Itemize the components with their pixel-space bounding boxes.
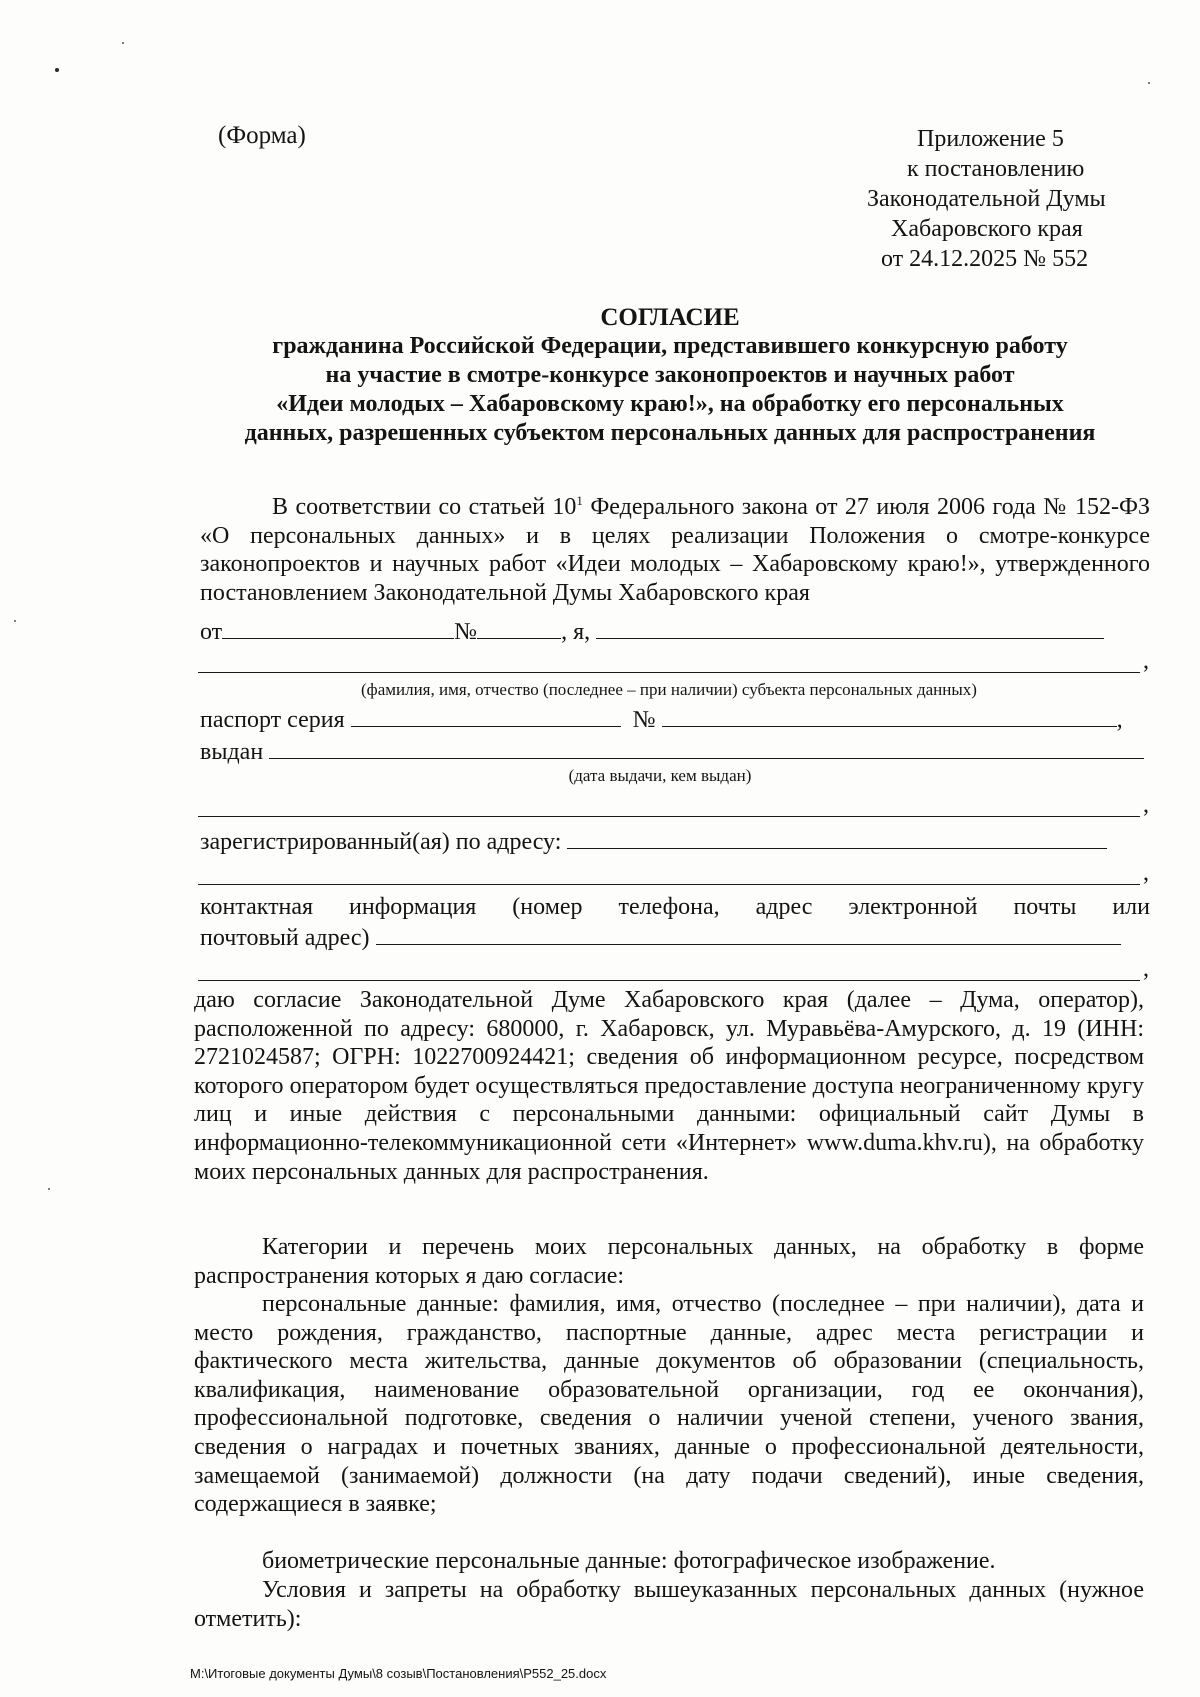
address-field[interactable] xyxy=(567,826,1107,849)
from-label: от xyxy=(200,619,223,645)
comma: , xyxy=(1116,707,1123,733)
i-label: , я, xyxy=(561,619,591,645)
contact-line xyxy=(200,922,1155,952)
passport-number-field[interactable] xyxy=(662,704,1117,727)
consent-paragraph: даю согласие Законодательной Думе Хабаровского края (далее – Дума, оператор), расположенной по адресу: 680000, г. Хабаровск, ул. Муравьёва-Амурского, д. 19 (ИНН: 2721024587; ОГРН: 1022700924421; сведения об информационном ресурсе, посредством которого оператором будет осуществляться предоставление доступа неограниченному кругу лиц и иные действия с персональными данными: официальный сайт Думы в информационно-телекоммуникационной сети «Интернет» www.duma.khv.ru), на обработку моих персональных данных для распространения. xyxy=(194,987,1144,1185)
number-label: № xyxy=(454,619,478,645)
conditions-paragraph: Условия и запреты на обработку вышеуказанных персональных данных (нужное отметить): xyxy=(194,1577,1144,1632)
address-field-continued[interactable] xyxy=(198,862,1140,885)
comma: , xyxy=(1143,648,1149,674)
resolution-number-field[interactable] xyxy=(477,616,561,639)
scan-speck xyxy=(122,42,124,44)
appendix-line: Приложение 5 xyxy=(917,126,1064,152)
resolution-line xyxy=(200,616,1155,646)
title-line: данных, разрешенных субъектом персональных данных для распространения xyxy=(244,420,1096,446)
appendix-line: от 24.12.2025 № 552 xyxy=(881,246,1089,272)
fio-hint: (фамилия, имя, отчество (последнее – при наличии) субъекта персональных данных) xyxy=(361,680,977,699)
appendix-line: Законодательной Думы xyxy=(867,186,1106,212)
comma: , xyxy=(1143,956,1149,982)
comma: , xyxy=(1143,860,1149,886)
scan-speck xyxy=(14,620,16,622)
title-line: «Идеи молодых – Хабаровскому краю!», на обработку его персональных xyxy=(276,391,1064,417)
scan-speck xyxy=(48,1188,50,1190)
form-label: (Форма) xyxy=(218,122,306,149)
issued-line xyxy=(200,736,1155,766)
fio-field[interactable] xyxy=(198,650,1140,673)
issued-hint: (дата выдачи, кем выдан) xyxy=(568,766,752,785)
address-line xyxy=(200,826,1155,856)
title-line: гражданина Российской Федерации, представившего конкурсную работу xyxy=(272,333,1068,359)
appendix-line: к постановлению xyxy=(907,156,1085,182)
document-title xyxy=(190,303,1150,448)
title-main: СОГЛАСИЕ xyxy=(600,304,740,331)
issued-field-continued[interactable] xyxy=(198,794,1140,817)
contact-label: почтовый адрес) xyxy=(200,925,370,951)
contact-field[interactable] xyxy=(376,922,1121,945)
biometric-paragraph: биометрические персональные данные: фотографическое изображение. xyxy=(262,1548,996,1574)
passport-series-field[interactable] xyxy=(351,704,621,727)
intro-text-end: Федерального закона от 27 июля 2006 года № 152-ФЗ «О персональных данных» и в целях реализации Положения о смотре-конкурсе законопроектов и научных работ «Идеи молодых – Хабаровскому краю!», утвержденного постановлением Законодательной Думы Хабаровского края xyxy=(200,494,1150,606)
passport-number-label: № xyxy=(632,707,656,733)
title-line: на участие в смотре-конкурсе законопроектов и научных работ xyxy=(325,362,1015,388)
appendix-line: Хабаровского края xyxy=(891,216,1083,242)
categories-paragraph: Категории и перечень моих персональных данных, на обработку в форме распространения которых я даю согласие: xyxy=(194,1234,1144,1289)
intro-superscript: 1 xyxy=(576,493,583,508)
contact-label-line: контактная информация (номер телефона, адрес электронной почты или xyxy=(200,894,1150,920)
personal-data-paragraph: персональные данные: фамилия, имя, отчество (последнее – при наличии), дата и место рождения, гражданство, паспортные данные, адрес места регистрации и фактического места жительства, данные документов об образовании (специальность, квалификация, наименование образовательной организации, год ее окончания), профессиональной подготовке, сведения о наличии ученой степени, ученого звания, сведения о наградах и почетных званиях, данные о профессиональной деятельности, замещаемой (занимаемой) должности (на дату подачи сведений), иные сведения, содержащиеся в заявке; xyxy=(194,1291,1144,1518)
passport-series-label: паспорт серия xyxy=(200,707,345,733)
appendix-block xyxy=(845,124,1165,274)
scan-speck xyxy=(55,68,59,72)
registered-label: зарегистрированный(ая) по адресу: xyxy=(200,829,562,855)
scan-speck xyxy=(1148,82,1150,84)
intro-text-start: В соответствии со статьей 10 xyxy=(272,494,577,520)
passport-line xyxy=(200,704,1155,734)
contact-field-continued[interactable] xyxy=(198,958,1140,981)
issued-field[interactable] xyxy=(269,736,1144,759)
comma: , xyxy=(1143,792,1149,818)
fio-field-start[interactable] xyxy=(596,616,1104,639)
issued-label: выдан xyxy=(200,739,264,765)
resolution-date-field[interactable] xyxy=(222,616,454,639)
intro-paragraph xyxy=(200,487,1150,607)
file-path-footer: M:\Итоговые документы Думы\8 созыв\Постановления\P552_25.docx xyxy=(190,1666,607,1681)
